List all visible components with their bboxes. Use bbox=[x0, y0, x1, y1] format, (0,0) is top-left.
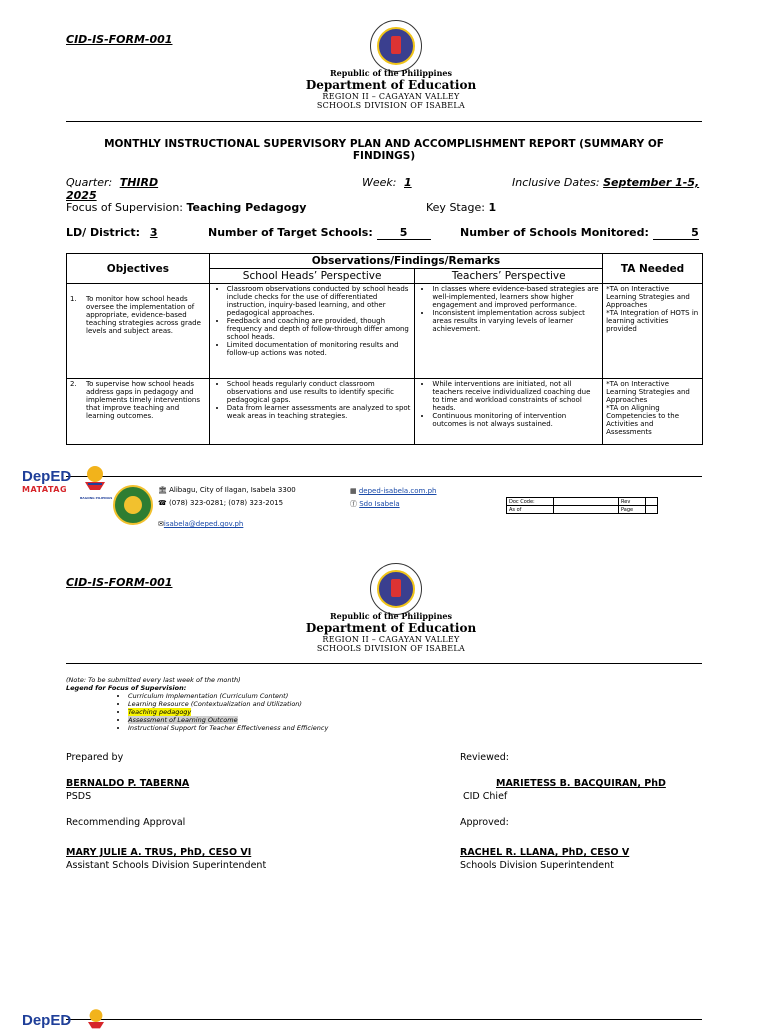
dates-field bbox=[512, 176, 699, 189]
legend-item: • Instructional Support for Teacher Effectiveness and Efficiency bbox=[128, 724, 466, 732]
ta-item: *TA Integration of HOTS in learning activities provided bbox=[606, 309, 699, 333]
address-line bbox=[158, 486, 296, 494]
legend-item-highlighted-gray: Assessment of Learning Outcome bbox=[128, 716, 238, 724]
sh-cell bbox=[209, 284, 415, 379]
building-icon: 🏛 bbox=[158, 486, 167, 494]
objective-text: To supervise how school heads address gaps in pedagogy and implements timely interventions that improve teaching and learning outcomes. bbox=[86, 380, 201, 420]
focus-field bbox=[66, 201, 306, 214]
deped-logo-text: DepED bbox=[22, 468, 72, 485]
form-code: CID-IS-FORM-001 bbox=[66, 33, 173, 46]
division-text: SCHOOLS DIVISION OF ISABELA bbox=[316, 644, 466, 653]
bagong-pilipinas-icon bbox=[84, 1006, 108, 1030]
legend-item bbox=[128, 716, 466, 724]
legend-item: • Learning Resource (Contextualization and Utilization) bbox=[128, 700, 466, 708]
table-row bbox=[67, 284, 703, 379]
website-link[interactable]: deped-isabela.com.ph bbox=[358, 487, 437, 495]
deped-logo bbox=[22, 468, 71, 494]
deped-seal-icon bbox=[370, 20, 422, 72]
recommending-name: MARY JULIE A. TRUS, PhD, CESO VI bbox=[66, 847, 252, 858]
phone-text: (078) 323-0281; (078) 323-2015 bbox=[168, 499, 284, 507]
focus-value: Teaching Pedagogy bbox=[186, 201, 307, 214]
ta-item: *TA on Interactive Learning Strategies and Approaches bbox=[606, 380, 690, 404]
email-link[interactable]: isabela@deped.gov.ph bbox=[163, 520, 244, 528]
as-of-label: As of bbox=[507, 506, 554, 514]
week-label: Week: bbox=[362, 176, 397, 189]
matatag-logo-text: MATATAG bbox=[22, 485, 68, 494]
doc-code-label: Doc Code: bbox=[507, 498, 554, 506]
objective-number: 2. bbox=[70, 380, 77, 388]
district-label: LD/ District: bbox=[66, 226, 141, 239]
dates-value: September 1-5, bbox=[603, 176, 700, 189]
ta-cell bbox=[603, 379, 703, 445]
key-stage-value: 1 bbox=[488, 201, 497, 214]
doc-code-box bbox=[506, 497, 658, 514]
objective-number: 1. bbox=[70, 295, 77, 303]
legend-block bbox=[66, 676, 466, 732]
dates-year: 2025 bbox=[66, 189, 97, 202]
ta-item: *TA on Interactive Learning Strategies and Approaches bbox=[606, 285, 690, 309]
col-school-heads: School Heads’ Perspective bbox=[209, 269, 415, 284]
monitored-value: 5 bbox=[653, 227, 699, 240]
region-text: REGION II – CAGAYAN VALLEY bbox=[322, 92, 460, 101]
key-stage-field bbox=[426, 201, 496, 214]
list-item: • In classes where evidence-based strategies are well-implemented, learners show higher engagement and improved performance. bbox=[432, 285, 599, 309]
phone-icon: ☎ bbox=[158, 499, 167, 507]
facebook-line[interactable] bbox=[350, 499, 400, 509]
approved-title: Schools Division Superintendent bbox=[460, 860, 614, 871]
focus-label: Focus of Supervision: bbox=[66, 201, 183, 214]
department-text: Department of Education bbox=[305, 78, 477, 92]
website-line[interactable] bbox=[350, 487, 436, 495]
phone-line bbox=[158, 499, 283, 507]
list-item: • Continuous monitoring of intervention outcomes is not always sustained. bbox=[432, 412, 599, 428]
approved-name: RACHEL R. LLANA, PhD, CESO V bbox=[460, 847, 630, 858]
reviewed-name: MARIETESS B. BACQUIRAN, PhD bbox=[496, 778, 666, 789]
web-icon: ▦ bbox=[350, 487, 357, 495]
week-field bbox=[362, 176, 412, 189]
district-value: 3 bbox=[149, 226, 158, 239]
letterhead bbox=[241, 68, 541, 110]
header-rule bbox=[66, 121, 702, 122]
footer-rule bbox=[66, 476, 702, 477]
sh-cell bbox=[209, 379, 415, 445]
footer-rule-page2 bbox=[66, 1019, 702, 1020]
reviewed-label: Reviewed: bbox=[460, 752, 509, 763]
targets-field bbox=[208, 226, 431, 240]
table-row bbox=[67, 379, 703, 445]
republic-text: Republic of the Philippines bbox=[329, 68, 452, 78]
rev-label: Rev bbox=[619, 498, 646, 506]
page-label: Page bbox=[619, 506, 646, 514]
quarter-label: Quarter: bbox=[66, 176, 113, 189]
monitored-label: Number of Schools Monitored: bbox=[460, 226, 649, 239]
republic-text: Republic of the Philippines bbox=[329, 611, 452, 621]
mail-icon: ✉ bbox=[158, 520, 164, 528]
address-text: Alibagu, City of Ilagan, Isabela 3300 bbox=[169, 486, 296, 494]
findings-table bbox=[66, 253, 703, 445]
list-item: • Feedback and coaching are provided, though frequency and depth of follow-through differ among school heads. bbox=[227, 317, 412, 341]
bagong-pilipinas-text: BAGONG PILIPINAS bbox=[80, 496, 113, 500]
teachers-cell bbox=[415, 379, 603, 445]
region-text: REGION II – CAGAYAN VALLEY bbox=[322, 635, 460, 644]
col-objectives: Objectives bbox=[67, 254, 210, 284]
col-observations: Observations/Findings/Remarks bbox=[209, 254, 602, 269]
letterhead-page2 bbox=[241, 611, 541, 653]
header-rule-page2 bbox=[66, 663, 702, 664]
prepared-name: BERNALDO P. TABERNA bbox=[66, 778, 190, 789]
teachers-cell bbox=[415, 284, 603, 379]
legend-title: Legend for Focus of Supervision: bbox=[66, 684, 187, 692]
bagong-pilipinas-icon bbox=[80, 462, 113, 500]
col-teachers: Teachers’ Perspective bbox=[415, 269, 603, 284]
deped-seal-icon bbox=[370, 563, 422, 615]
facebook-link[interactable]: Sdo Isabela bbox=[359, 500, 400, 508]
list-item: • Classroom observations conducted by school heads include checks for the use of differentiated instruction, inquiry-based learning, and other pedagogical approaches. bbox=[227, 285, 412, 317]
legend-item bbox=[128, 708, 466, 716]
quarter-value: THIRD bbox=[119, 176, 159, 189]
targets-value: 5 bbox=[377, 227, 431, 240]
division-text: SCHOOLS DIVISION OF ISABELA bbox=[316, 101, 466, 110]
prepared-label: Prepared by bbox=[66, 752, 124, 763]
email-line[interactable] bbox=[158, 520, 243, 528]
district-field bbox=[66, 226, 158, 239]
objective-text: To monitor how school heads oversee the implementation of appropriate, evidence-based teaching strategies across grade levels and subject areas. bbox=[86, 295, 201, 335]
ta-item: *TA on Aligning Competencies to the Activities and Assessments bbox=[606, 404, 680, 436]
objective-cell bbox=[67, 284, 210, 379]
sdo-isabela-seal-icon bbox=[113, 485, 153, 525]
approved-label: Approved: bbox=[460, 817, 509, 828]
ta-cell bbox=[603, 284, 703, 379]
monitored-field bbox=[460, 226, 699, 240]
list-item: • While interventions are initiated, not all teachers receive individualized coaching due to time and workload constraints of school heads. bbox=[432, 380, 599, 412]
list-item: • Data from learner assessments are analyzed to spot weak areas in teaching strategies. bbox=[227, 404, 412, 420]
submission-note: (Note: To be submitted every last week of the month) bbox=[66, 676, 241, 684]
recommending-title: Assistant Schools Division Superintendent bbox=[66, 860, 267, 871]
form-code-page2: CID-IS-FORM-001 bbox=[66, 576, 173, 589]
recommending-label: Recommending Approval bbox=[66, 817, 186, 828]
legend-item-highlighted: Teaching pedagogy bbox=[128, 708, 192, 716]
reviewed-title: CID Chief bbox=[463, 791, 508, 802]
quarter-field bbox=[66, 176, 158, 189]
department-text: Department of Education bbox=[305, 621, 477, 635]
list-item: • School heads regularly conduct classroom observations and use results to identify specific pedagogical gaps. bbox=[227, 380, 412, 404]
list-item: • Limited documentation of monitoring results and follow-up actions was noted. bbox=[227, 341, 412, 357]
week-value: 1 bbox=[404, 176, 412, 189]
deped-logo-page2: DepED bbox=[22, 1012, 72, 1029]
dates-label: Inclusive Dates: bbox=[512, 176, 600, 189]
prepared-title: PSDS bbox=[66, 791, 92, 802]
targets-label: Number of Target Schools: bbox=[208, 226, 373, 239]
facebook-icon: ⓕ bbox=[350, 500, 357, 508]
legend-item: • Curriculum Implementation (Curriculum Content) bbox=[128, 692, 466, 700]
report-title: MONTHLY INSTRUCTIONAL SUPERVISORY PLAN AND ACCOMPLISHMENT REPORT (SUMMARY OF FINDINGS) bbox=[104, 138, 664, 162]
col-ta-needed: TA Needed bbox=[603, 254, 703, 284]
key-stage-label: Key Stage: bbox=[426, 201, 485, 214]
list-item: • Inconsistent implementation across subject areas results in varying levels of learner achievement. bbox=[432, 309, 599, 333]
objective-cell bbox=[67, 379, 210, 445]
